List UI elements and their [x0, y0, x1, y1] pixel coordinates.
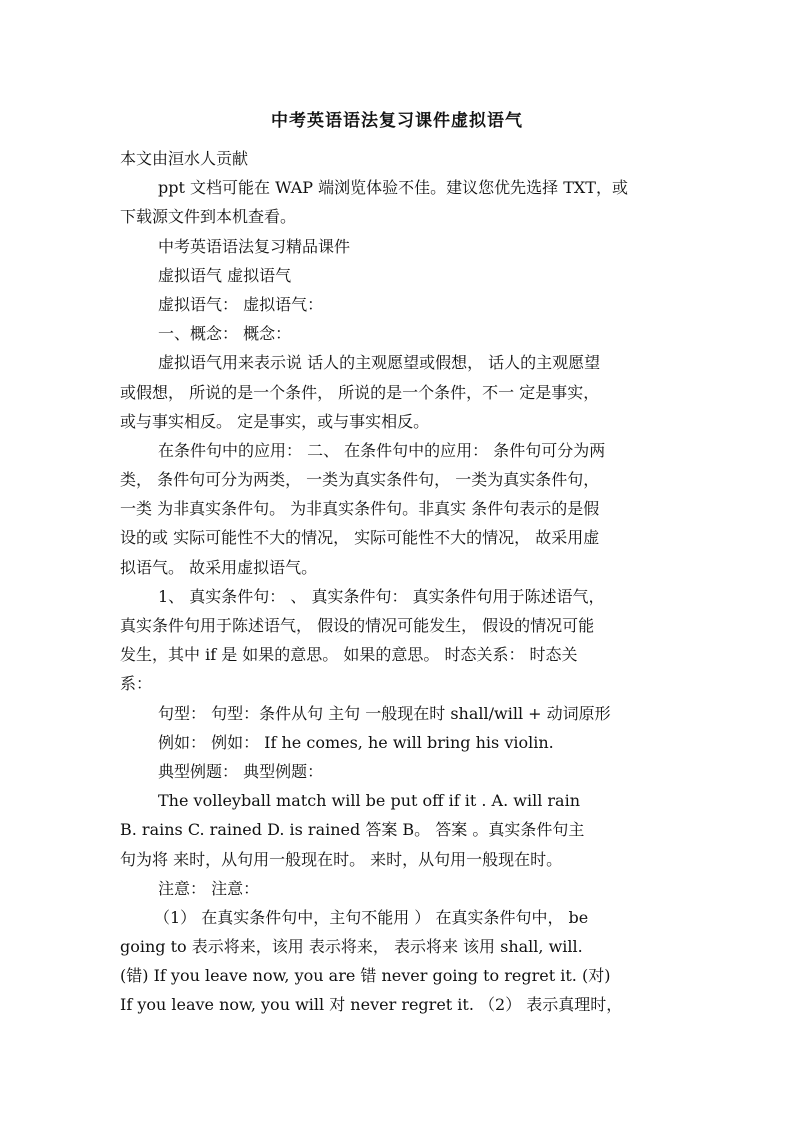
body-line: 或假想， 所说的是一个条件， 所说的是一个条件，不一 定是事实，: [120, 382, 600, 402]
body-line: The volleyball match will be put off if it . A. will rain: [158, 791, 581, 811]
body-line: B. rains C. rained D. is rained 答案 B。 答案 。真实条件句主: [120, 820, 585, 840]
body-line: 例如： 例如： If he comes, he will bring his violin.: [158, 732, 554, 752]
document-title: 中考英语语法复习课件虚拟语气: [271, 111, 523, 131]
body-line: 发生，其中 if 是 如果的意思。 如果的意思。 时态关系： 时态关: [120, 645, 578, 665]
body-line: going to 表示将来，该用 表示将来， 表示将来 该用 shall, will.: [120, 937, 583, 957]
body-line: 1、 真实条件句： 、 真实条件句： 真实条件句用于陈述语气，: [158, 586, 605, 606]
body-line: 类， 条件句可分为两类， 一类为真实条件句， 一类为真实条件句，: [120, 470, 600, 490]
body-line: 或与事实相反。 定是事实，或与事实相反。: [120, 411, 430, 431]
body-line: 虚拟语气用来表示说 话人的主观愿望或假想， 话人的主观愿望: [158, 353, 601, 373]
body-line: (错) If you leave now, you are 错 never going to regret it. (对): [120, 966, 611, 986]
body-line: 本文由洹水人贡献: [120, 149, 249, 168]
body-line: 虚拟语气 虚拟语气: [158, 265, 292, 285]
body-line: If you leave now, you will 对 never regret it. （2） 表示真理时，: [120, 995, 623, 1015]
body-line: 下载源文件到本机查看。: [120, 207, 297, 227]
body-line: 在条件句中的应用： 二、 在条件句中的应用： 条件句可分为两: [158, 440, 606, 460]
body-line: 句型： 句型：条件从句 主句 一般现在时 shall/will + 动词原形: [158, 703, 611, 723]
body-line: 虚拟语气： 虚拟语气：: [158, 294, 324, 314]
body-line: 句为将 来时，从句用一般现在时。 来时，从句用一般现在时。: [120, 849, 563, 869]
body-line: 拟语气。 故采用虚拟语气。: [120, 557, 318, 577]
body-line: 真实条件句用于陈述语气， 假设的情况可能发生， 假设的情况可能: [120, 616, 595, 635]
document-body: [120, 144, 678, 1020]
body-line: 注意： 注意：: [158, 878, 260, 898]
body-line: 一、概念： 概念：: [158, 324, 292, 344]
body-line: 设的或 实际可能性不大的情况， 实际可能性不大的情况， 故采用虚: [120, 528, 600, 548]
body-line: 典型例题： 典型例题：: [158, 761, 324, 781]
body-line: 系：: [120, 674, 153, 694]
body-line: ppt 文档可能在 WAP 端浏览体验不佳。建议您优先选择 TXT，或: [158, 178, 628, 198]
body-line: （1） 在真实条件句中，主句不能用 ） 在真实条件句中， be: [154, 907, 589, 927]
body-line: 一类 为非真实条件句。 为非真实条件句。非真实 条件句表示的是假: [120, 499, 600, 519]
body-line: 中考英语语法复习精品课件: [158, 236, 351, 256]
